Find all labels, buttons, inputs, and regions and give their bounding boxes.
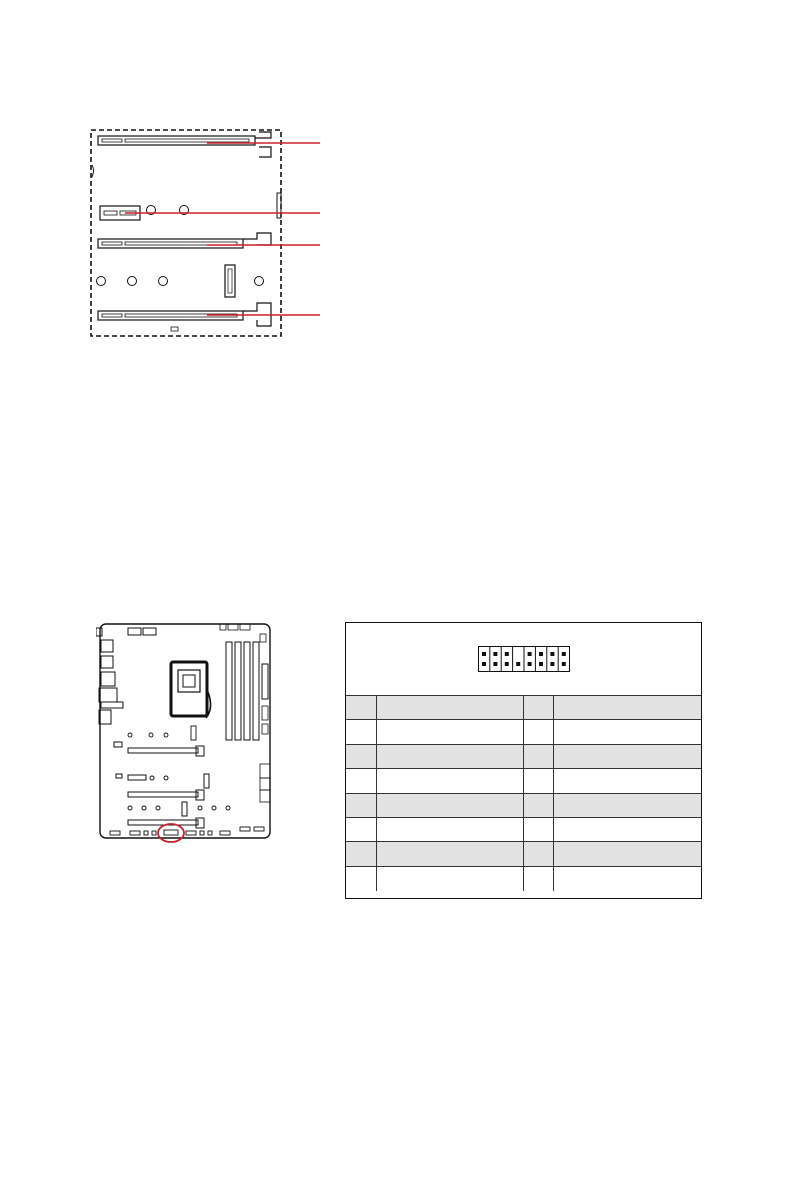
pin-header-diagram <box>478 646 570 672</box>
top-header <box>143 628 156 635</box>
top-header <box>128 628 141 635</box>
signal-name-cell <box>376 769 523 793</box>
m2-connector <box>225 265 235 297</box>
pin-table-row <box>346 842 701 866</box>
pin-number-cell <box>346 842 376 866</box>
signal-name-cell <box>553 866 701 890</box>
cpu-socket <box>171 662 211 718</box>
screw-hole <box>255 277 264 286</box>
pin-number-cell <box>346 769 376 793</box>
pin-number-cell <box>346 866 376 890</box>
edge-notch <box>92 165 94 177</box>
pin-number-cell <box>346 696 376 720</box>
pin-number-cell <box>523 720 553 744</box>
board-pcie-slots <box>114 742 230 828</box>
pin-number-cell <box>523 842 553 866</box>
signal-name-cell <box>376 720 523 744</box>
power-connector <box>262 664 268 699</box>
signal-name-cell <box>553 769 701 793</box>
signal-name-cell <box>376 744 523 768</box>
pin-table <box>346 695 701 891</box>
small-header <box>171 327 178 331</box>
signal-name-cell <box>553 696 701 720</box>
signal-name-cell <box>553 793 701 817</box>
pin-number-cell <box>346 744 376 768</box>
pin-header-table <box>345 622 702 899</box>
signal-name-cell <box>376 866 523 890</box>
bottom-headers <box>110 827 264 835</box>
dimm-slots <box>226 642 259 740</box>
pcie-slot-1 <box>98 132 271 157</box>
screw-hole <box>128 277 137 286</box>
signal-name-cell <box>376 793 523 817</box>
pcie-slots-figure <box>85 125 335 340</box>
signal-name-cell <box>376 696 523 720</box>
slot-area-outline <box>91 130 281 336</box>
pin-table-row <box>346 817 701 841</box>
target-header-highlight <box>158 824 184 842</box>
signal-name-cell <box>553 842 701 866</box>
pin-table-row <box>346 769 701 793</box>
pin-number-cell <box>346 720 376 744</box>
pin-number-cell <box>523 866 553 890</box>
screw-hole <box>97 277 106 286</box>
pin-number-cell <box>523 769 553 793</box>
signal-name-cell <box>553 817 701 841</box>
pin-number-cell <box>346 793 376 817</box>
pin-number-cell <box>523 744 553 768</box>
pin-table-row <box>346 744 701 768</box>
motherboard-location-figure <box>96 620 276 852</box>
pin-number-cell <box>523 696 553 720</box>
pcie-slots-diagram <box>85 125 335 340</box>
signal-name-cell <box>376 842 523 866</box>
pin-number-cell <box>523 793 553 817</box>
screw-hole <box>159 277 168 286</box>
signal-name-cell <box>553 720 701 744</box>
pin-number-cell <box>523 817 553 841</box>
pin-table-row <box>346 696 701 720</box>
motherboard-diagram <box>96 620 276 852</box>
leader-lines <box>125 143 320 315</box>
pin-table-row <box>346 720 701 744</box>
pin-number-cell <box>346 817 376 841</box>
pin-table-row <box>346 866 701 890</box>
signal-name-cell <box>376 817 523 841</box>
signal-name-cell <box>553 744 701 768</box>
pin-table-row <box>346 793 701 817</box>
